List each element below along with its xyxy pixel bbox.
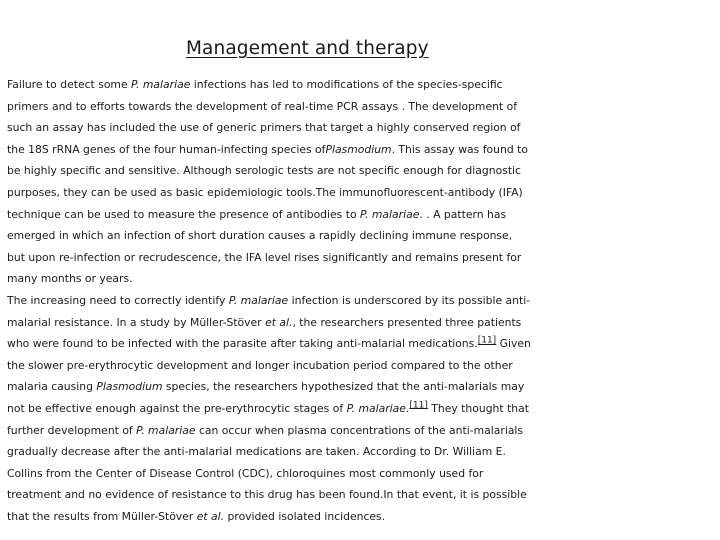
text-line: that the results from Müller-Stöver et al. provided isolated incidences. — [7, 509, 386, 523]
page-title: Management and therapy — [186, 38, 429, 59]
species-name: P. malariae — [228, 293, 289, 307]
species-name: P. malariae — [131, 78, 191, 91]
text-line: primers and to efforts towards the development of real-time PCR assays . The development of — [7, 99, 518, 113]
text-line: The increasing need to correctly identify P. malariae infection is underscored by its possible anti- — [7, 293, 531, 307]
text-line: Collins from the Center of Disease Control (CDC), chloroquines most commonly used for — [7, 466, 484, 480]
text-line: treatment and no evidence of resistance to this drug has been found.In that event, it is possible — [7, 488, 527, 502]
text-line: the slower pre-erythrocytic development and longer incubation period compared to the other — [7, 358, 513, 372]
article-body — [7, 74, 719, 527]
et-al: et al. — [196, 509, 225, 523]
text-line: technique can be used to measure the presence of antibodies to P. malariae. . A pattern has — [7, 207, 507, 221]
text-line: further development of P. malariae can occur when plasma concentrations of the anti-malarials — [7, 423, 524, 437]
text-line: malarial resistance. In a study by Müller-Stöver et al., the researchers presented three patients — [7, 315, 522, 329]
species-name: P. malariae — [136, 423, 196, 437]
genus-name: Plasmodium — [96, 380, 163, 394]
text-line: such an assay has included the use of generic primers that target a highly conserved region of — [7, 121, 521, 135]
text-line: not be effective enough against the pre-erythrocytic stages of P. malariae.[11] They thought that — [7, 400, 529, 415]
genus-name: Plasmodium — [325, 142, 392, 156]
et-al: et al. — [265, 315, 293, 329]
species-name: P. malariae — [360, 207, 420, 221]
text-line: the 18S rRNA genes of the four human-infecting species ofPlasmodium. This assay was found to — [7, 142, 528, 156]
text-line: many months or years. — [7, 272, 133, 286]
species-name: P. malariae. — [346, 401, 410, 415]
text-line: be highly specific and sensitive. Although serologic tests are not specific enough for diagnostic — [7, 164, 521, 178]
text-line: Failure to detect some P. malariae infections has led to modifications of the species-specific — [7, 78, 503, 91]
text-line: emerged in which an infection of short duration causes a rapidly declining immune response, — [7, 229, 513, 243]
citation-link[interactable]: [11] — [409, 400, 428, 411]
text-line: who were found to be infected with the parasite after taking anti-malarial medications.[11] Given — [7, 335, 531, 351]
text-line: gradually decrease after the anti-malarial medications are taken. According to Dr. William E. — [7, 445, 506, 459]
text-line: but upon re-infection or recrudescence, the IFA level rises significantly and remains present for — [7, 250, 522, 264]
text-line: malaria causing Plasmodium species, the researchers hypothesized that the anti-malarials may — [7, 380, 525, 394]
citation-link[interactable]: [11] — [477, 335, 497, 346]
text-line: purposes, they can be used as basic epidemiologic tools.The immunofluorescent-antibody (IFA) — [7, 185, 523, 199]
